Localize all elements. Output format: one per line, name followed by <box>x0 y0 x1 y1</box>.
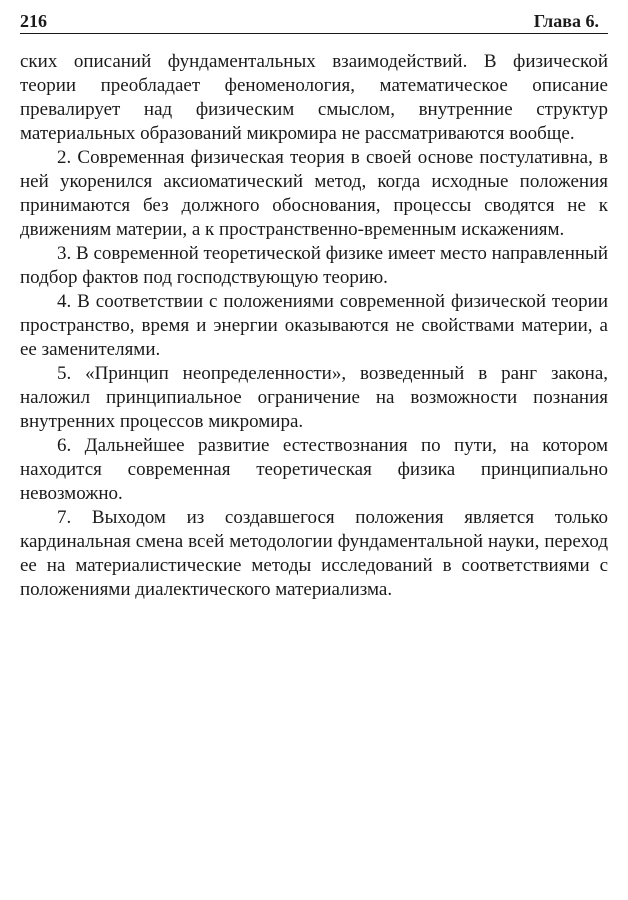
paragraph-item-4: 4. В соответствии с положениями современной физической теории пространство, время и энергии оказываются не свойствами материи, а ее заменителями. <box>20 291 608 360</box>
page-body <box>20 50 608 602</box>
paragraph-item-6: 6. Дальнейшее развитие естествознания по пути, на котором находится современная теоретическая физика принципиально невозможно. <box>20 435 608 504</box>
paragraph-item-3: 3. В современной теоретической физике имеет место направленный подбор фактов под господствующую теорию. <box>20 243 608 288</box>
page-number: 216 <box>20 11 47 31</box>
paragraph-item-7: 7. Выходом из создавшегося положения является только кардинальная смена всей методологии фундаментальной науки, переход ее на материалистические методы исследований в соответствиями с положениями диалектического материализма. <box>20 507 608 600</box>
paragraph-item-2: 2. Современная физическая теория в своей основе постулативна, в ней укоренился аксиоматический метод, когда исходные положения принимаются без должного обоснования, процессы сводятся не к движениям материи, а к пространственно-временным искажениям. <box>20 147 608 240</box>
paragraph-item-5: 5. «Принцип неопределенности», возведенный в ранг закона, наложил принципиальное ограничение на возможности познания внутренних процессов микромира. <box>20 363 608 432</box>
paragraph-continuation: ских описаний фундаментальных взаимодействий. В физической теории преобладает феноменология, математическое описание превалирует над физическим смыслом, внутренние структур материальных образований микромира не рассматриваются вообще. <box>20 51 608 144</box>
page-header <box>20 11 608 34</box>
chapter-label: Глава 6. <box>533 11 599 31</box>
